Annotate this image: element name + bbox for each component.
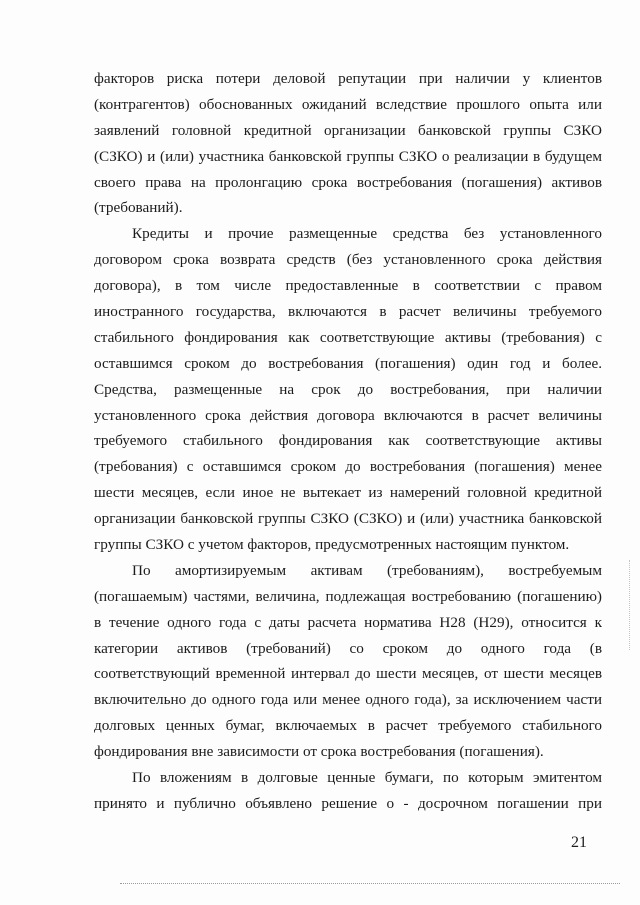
text-line: требуемого стабильного фондирования как соответствующие активы bbox=[94, 432, 602, 450]
text-line: своего права на пролонгацию срока востребования (погашения) активов bbox=[94, 173, 602, 191]
text-line: (контрагентов) обоснованных ожиданий вследствие прошлого опыта или bbox=[94, 95, 602, 113]
paragraph-2 bbox=[94, 221, 602, 558]
text-line: факторов риска потери деловой репутации при наличии у клиентов bbox=[94, 70, 602, 87]
body-text bbox=[94, 66, 602, 817]
text-line: (требования) с оставшимся сроком до востребования (погашения) менее bbox=[94, 458, 602, 476]
text-line: установленного срока действия договора включаются в расчет величины bbox=[94, 406, 602, 424]
text-line: (СЗКО) и (или) участника банковской группы СЗКО о реализации в будущем bbox=[94, 147, 602, 165]
paragraph-1 bbox=[94, 66, 602, 221]
text-line: категории активов (требований) со сроком до одного года (в bbox=[94, 639, 602, 657]
text-line: включительно до одного года или менее одного года), за исключением части bbox=[94, 691, 602, 709]
text-line: заявлений головной кредитной организации банковской группы СЗКО bbox=[94, 121, 602, 139]
text-line: договором срока возврата средств (без установленного срока действия bbox=[94, 251, 602, 269]
text-line: группы СЗКО с учетом факторов, предусмотренных настоящим пунктом. bbox=[94, 536, 570, 554]
paragraph-4 bbox=[94, 765, 602, 817]
text-line: стабильного фондирования как соответствующие активы (требования) с bbox=[94, 328, 602, 346]
text-line: соответствующий временной интервал до шести месяцев, от шести месяцев bbox=[94, 665, 602, 683]
text-line: шести месяцев, если иное не вытекает из намерений головной кредитной bbox=[94, 484, 602, 502]
text-line: иностранного государства, включаются в расчет величины требуемого bbox=[94, 303, 602, 321]
scan-artifact-edge bbox=[629, 560, 630, 650]
text-line: в течение одного года с даты расчета норматива Н28 (Н29), относится к bbox=[94, 613, 602, 631]
text-line: (погашаемым) частями, величина, подлежащая востребованию (погашению) bbox=[94, 587, 602, 605]
text-line: долговых ценных бумаг, включаемых в расчет требуемого стабильного bbox=[94, 717, 602, 735]
scan-artifact-line bbox=[120, 883, 620, 884]
text-line: принято и публично объявлено решение о ‑ досрочном погашении при bbox=[94, 794, 602, 812]
text-line: По амортизируемым активам (требованиям), востребуемым bbox=[132, 561, 602, 579]
paragraph-3 bbox=[94, 558, 602, 765]
text-line: Кредиты и прочие размещенные средства без установленного bbox=[132, 225, 602, 243]
text-line: По вложениям в долговые ценные бумаги, по которым эмитентом bbox=[132, 769, 602, 787]
text-line: фондирования вне зависимости от срока востребования (погашения). bbox=[94, 743, 544, 761]
text-line: Средства, размещенные на срок до востребования, при наличии bbox=[94, 380, 602, 398]
page-number: 21 bbox=[571, 834, 587, 851]
text-line: организации банковской группы СЗКО (СЗКО) и (или) участника банковской bbox=[94, 510, 602, 528]
text-line: (требований). bbox=[94, 199, 183, 217]
text-line: оставшимся сроком до востребования (погашения) один год и более. bbox=[94, 354, 602, 372]
text-line: договора), в том числе предоставленные в соответствии с правом bbox=[94, 277, 602, 295]
